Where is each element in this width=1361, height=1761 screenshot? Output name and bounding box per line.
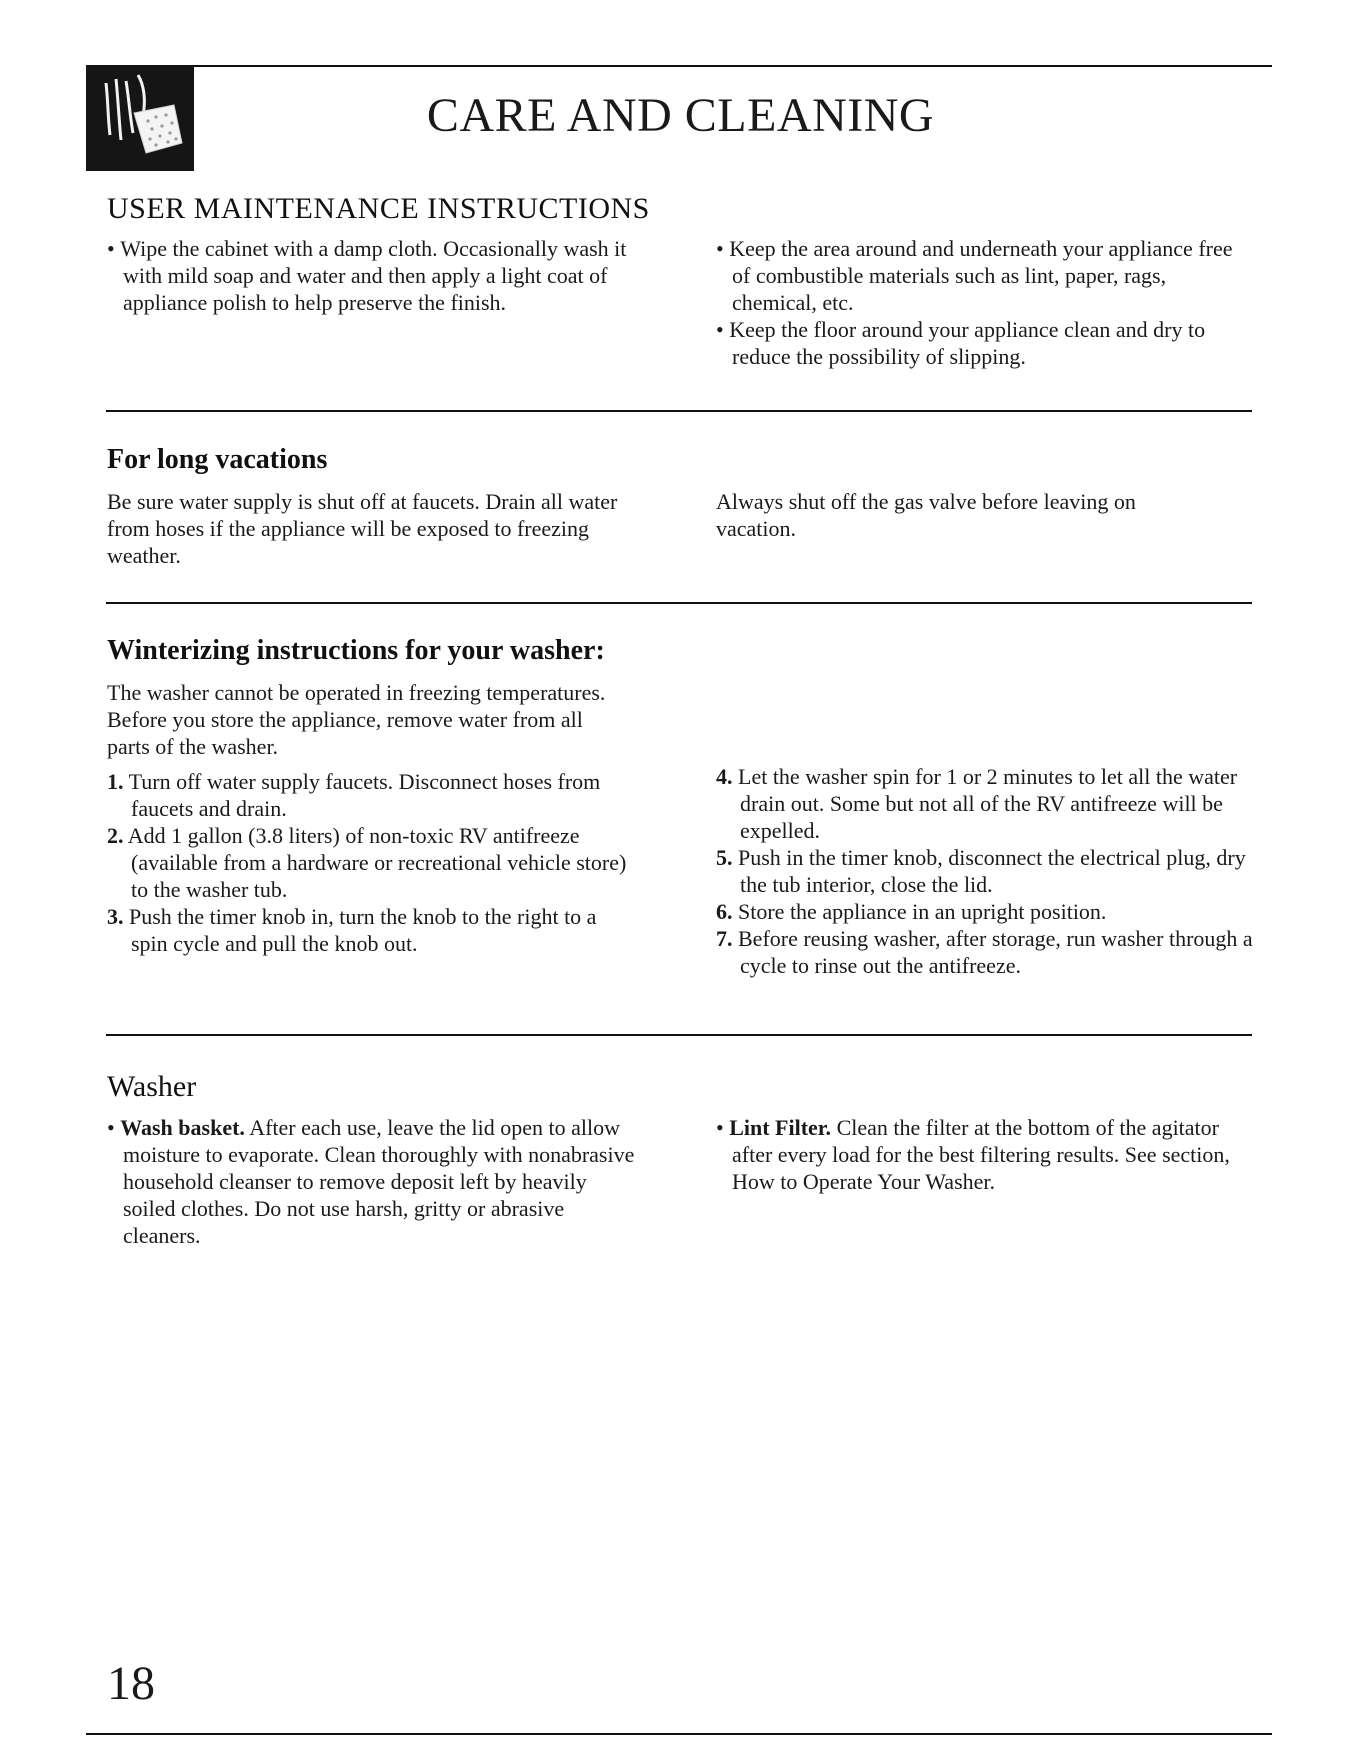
winterizing-intro: The washer cannot be operated in freezing temperatures. Before you store the appliance, remove water from all parts of the washer. [107,680,606,759]
winterizing-left-column [107,679,627,957]
list-item: 4. Let the washer spin for 1 or 2 minutes to let all the water drain out. Some but not all of the RV antifreeze will be expelled. [716,764,1238,843]
winterizing-right-column [716,763,1256,979]
list-item: 7. Before reusing washer, after storage, run washer through a cycle to rinse out the antifreeze. [716,926,1253,978]
bullet-item: • Lint Filter. Clean the filter at the bottom of the agitator after every load for the best filtering results. See section, How to Operate Your Washer. [716,1115,1230,1194]
section-divider [106,410,1252,412]
section-heading-user-maintenance: USER MAINTENANCE INSTRUCTIONS [107,192,650,225]
bullet-item: • Wipe the cabinet with a damp cloth. Occasionally wash it with mild soap and water and then apply a light coat of appliance polish to help preserve the finish. [107,236,627,315]
section-heading-winterizing: Winterizing instructions for your washer: [107,635,605,666]
list-item: 3. Push the timer knob in, turn the knob to the right to a spin cycle and pull the knob out. [107,904,597,956]
list-item: 5. Push in the timer knob, disconnect the electrical plug, dry the tub interior, close the lid. [716,845,1246,897]
list-item: 2. Add 1 gallon (3.8 liters) of non-toxic RV antifreeze (available from a hardware or recreational vehicle store) to the washer tub. [107,823,627,902]
page-number: 18 [107,1657,155,1710]
vacations-right-text: Always shut off the gas valve before leaving on vacation. [716,489,1136,541]
vacations-right-column [716,488,1156,542]
user-maintenance-left-column [107,235,627,316]
list-item: 1. Turn off water supply faucets. Disconnect hoses from faucets and drain. [107,769,601,821]
list-item: 6. Store the appliance in an upright position. [716,899,1107,924]
section-heading-vacations: For long vacations [107,444,328,475]
vacations-left-text: Be sure water supply is shut off at faucets. Drain all water from hoses if the appliance will be exposed to freezing weather. [107,489,618,568]
page-title: CARE AND CLEANING [426,89,935,142]
washer-right-column [716,1114,1256,1195]
footer-rule [86,1733,1272,1735]
section-heading-washer: Washer [107,1070,197,1103]
section-divider [106,602,1252,604]
section-divider [106,1034,1252,1036]
bullet-item: • Wash basket. After each use, leave the lid open to allow moisture to evaporate. Clean thoroughly with nonabrasive household cleanser to remove deposit left by heavily soiled clothes. Do not use harsh, gritty or abrasive cleaners. [107,1115,635,1248]
washer-left-column [107,1114,637,1249]
header-top-rule [86,65,1272,67]
bullet-item: • Keep the area around and underneath your appliance free of combustible materials such as lint, paper, rags, chemical, etc. [716,236,1233,315]
vacations-left-column [107,488,647,569]
bullet-item: • Keep the floor around your appliance clean and dry to reduce the possibility of slipping. [716,317,1206,369]
user-maintenance-right-column [716,235,1256,370]
